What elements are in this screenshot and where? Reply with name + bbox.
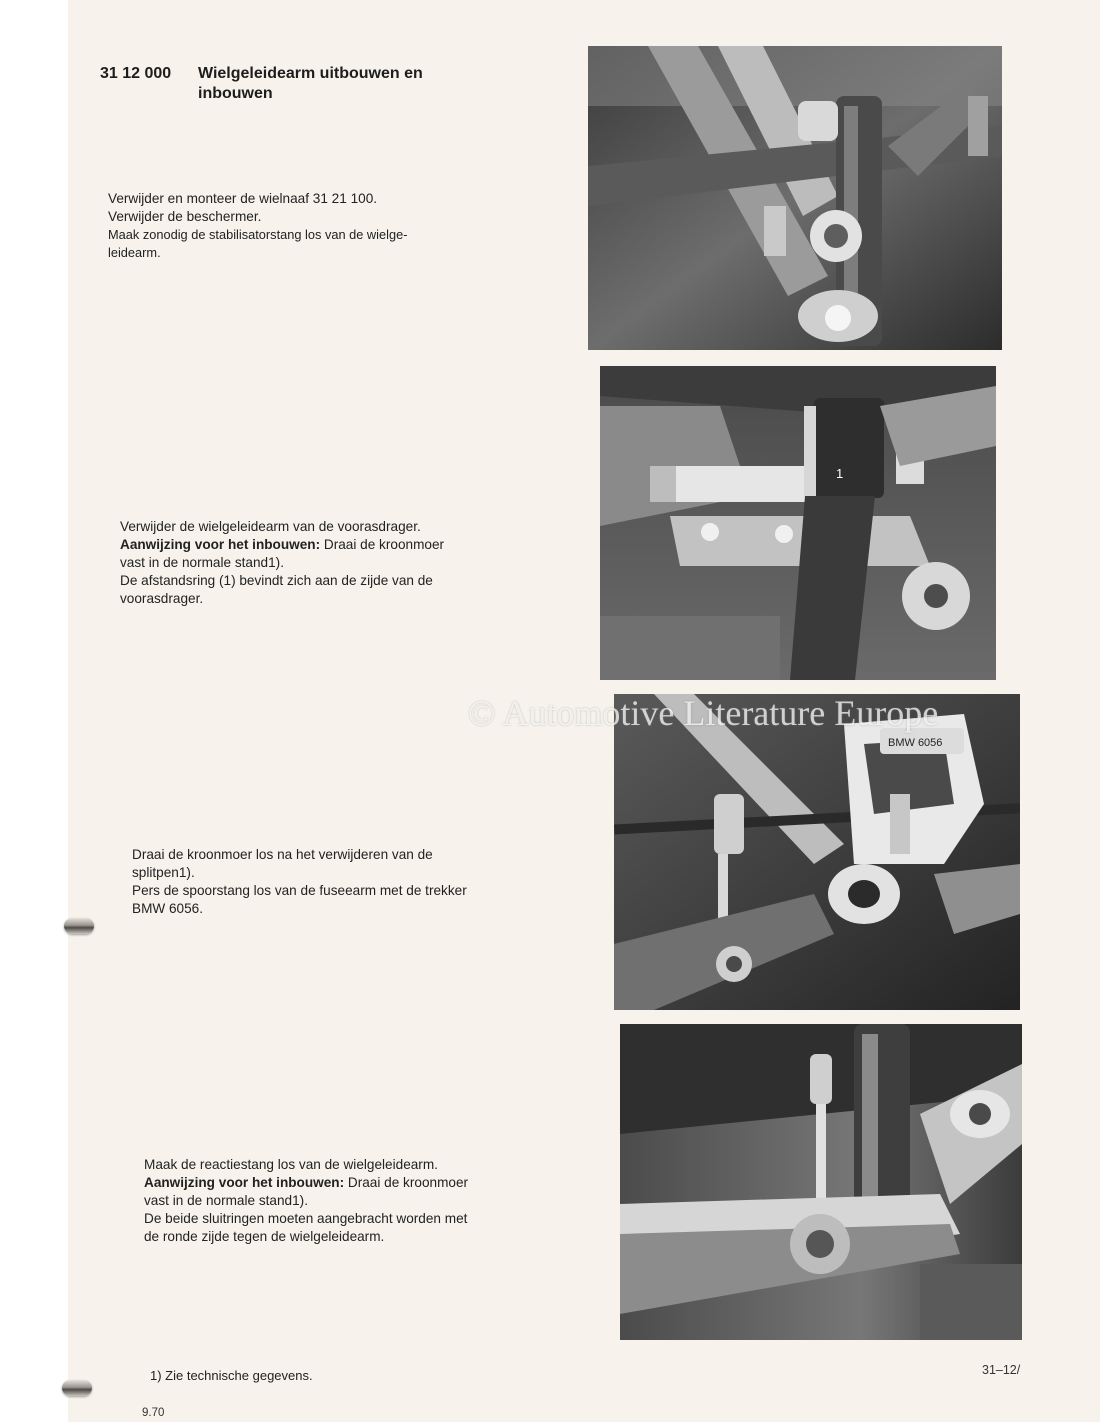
step-4-note-label: Aanwijzing voor het inbouwen: [144,1175,345,1190]
step-1-text [108,190,508,262]
photo-axle-carrier-mount [600,366,996,680]
step-4-note [144,1174,564,1192]
photo-reaction-rod [620,1024,1022,1340]
puller-tool-label: BMW 6056 [888,737,943,749]
step-2-line4: De afstandsring (1) bevindt zich aan de zijde van de [120,573,433,588]
page-number: 31–12/ [982,1363,1021,1377]
step-4-line4: De beide sluitringen moeten aangebracht worden met [144,1211,468,1226]
step-1-line: Verwijder de beschermer. [108,209,262,224]
photo-suspension-arm-joint [588,46,1002,350]
step-1-line: Maak zonodig de stabilisatorstang los van de wielge- [108,227,408,242]
step-1-line: leidearm. [108,245,161,260]
step-4-line5: de ronde zijde tegen de wielgeleidearm. [144,1229,385,1244]
step-2-line1: Verwijder de wielgeleidearm van de voorasdrager. [120,519,421,534]
date-code: 9.70 [142,1407,165,1419]
watermark: © Automotive Literature Europe [468,693,939,733]
step-4-text [144,1156,564,1246]
section-heading [100,64,480,104]
step-3-line: splitpen1). [132,865,195,880]
section-title-line1: Wielgeleidearm uitbouwen en [198,65,423,82]
step-2-line5: voorasdrager. [120,591,204,606]
binder-ring-top [64,918,94,934]
section-code: 31 12 000 [100,65,172,82]
step-2-text [120,518,540,608]
footnote: 1) Zie technische gegevens. [150,1368,313,1383]
photo-callout-1: 1 [836,466,844,481]
binder-ring-bottom [62,1380,92,1396]
step-4-line3: vast in de normale stand1). [144,1193,308,1208]
photo-tie-rod-puller [614,694,1020,1010]
step-2-line3: vast in de normale stand1). [120,555,284,570]
step-2-note [120,536,540,554]
step-1-line: Verwijder en monteer de wielnaaf 31 21 100. [108,191,378,206]
step-2-note-label: Aanwijzing voor het inbouwen: [120,537,321,552]
step-3-line: BMW 6056. [132,901,204,916]
step-3-text [132,846,552,918]
step-3-line: Draai de kroonmoer los na het verwijderen van de [132,847,433,862]
step-4-note-text: Draai de kroonmoer [344,1175,469,1190]
section-title-line2: inbouwen [198,85,273,102]
step-4-line1: Maak de reactiestang los van de wielgeleidearm. [144,1157,438,1172]
step-2-note-text: Draai de kroonmoer [320,537,445,552]
step-3-line: Pers de spoorstang los van de fuseearm met de trekker [132,883,467,898]
